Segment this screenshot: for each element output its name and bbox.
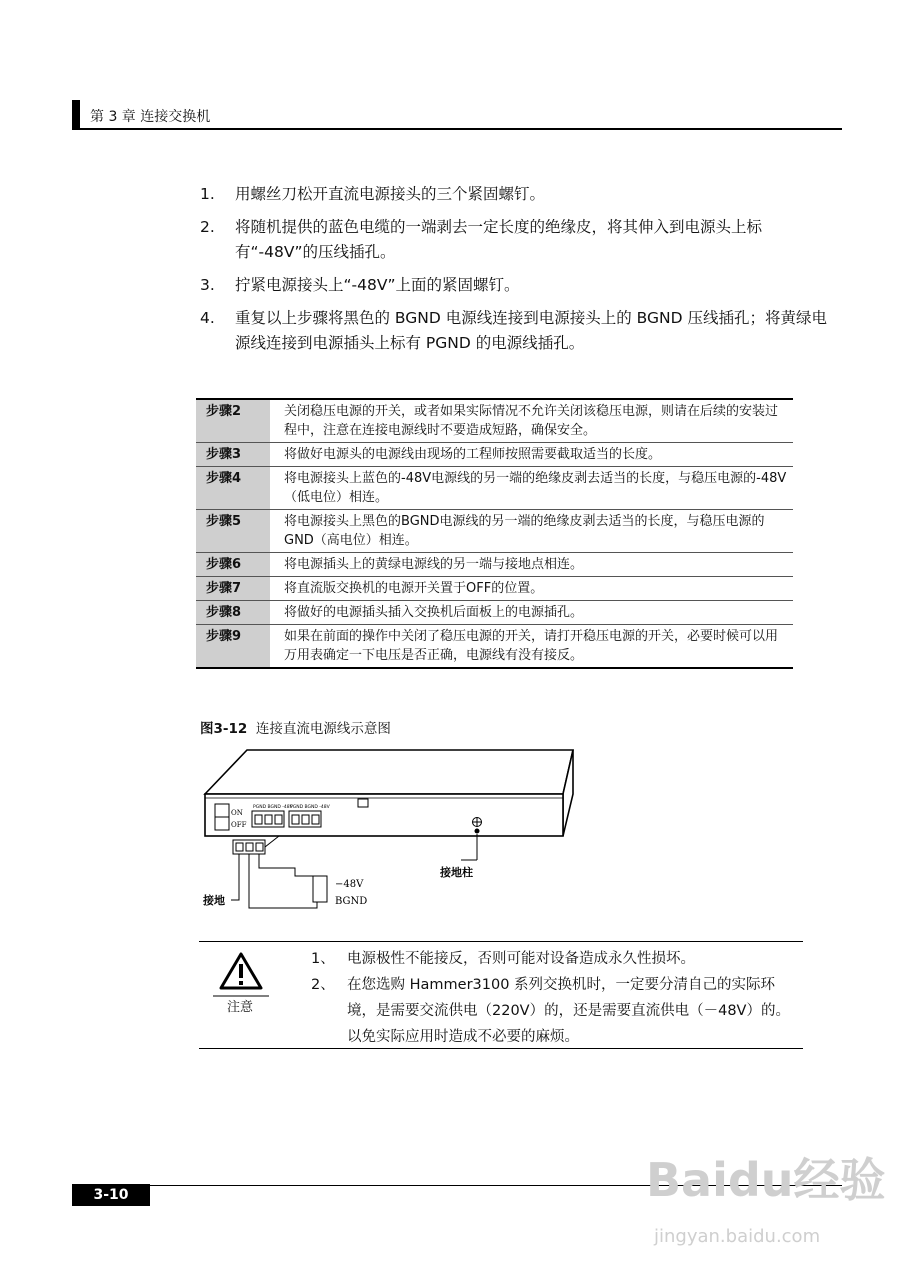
table-row: [196, 399, 793, 443]
bgnd-label: BGND: [335, 896, 368, 907]
figure-number: 图3-12: [200, 721, 248, 737]
procedure-table: [196, 398, 793, 669]
table-row: [196, 510, 793, 553]
ground-label: 接地: [203, 894, 225, 907]
watermark-url: jingyan.baidu.com: [654, 1226, 821, 1247]
list-item: [200, 273, 840, 298]
step-text: 拧紧电源接头上“-48V”上面的紧固螺钉。: [235, 276, 520, 294]
header-bar: [72, 100, 80, 128]
step-label: 步骤7: [196, 577, 270, 601]
step-number: 2.: [200, 218, 215, 236]
note-text: 电源极性不能接反，否则可能对设备造成永久性损坏。: [347, 951, 695, 967]
table-row: [196, 601, 793, 625]
step-description: 将电源接头上黑色的BGND电源线的另一端的绝缘皮剥去适当的长度，与稳压电源的GND（高电位）相连。: [270, 510, 793, 553]
step-description: 将电源接头上蓝色的-48V电源线的另一端的绝缘皮剥去适当的长度，与稳压电源的-48V（低电位）相连。: [270, 467, 793, 510]
step-label: 步骤9: [196, 625, 270, 669]
step-label: 步骤4: [196, 467, 270, 510]
figure-caption: [200, 717, 391, 737]
minus48v-label: −48V: [335, 879, 364, 890]
table-row: [196, 443, 793, 467]
note-number: 1、: [311, 951, 335, 967]
step-list: [200, 182, 840, 364]
power-connection-diagram: [195, 748, 585, 918]
list-item: [200, 182, 840, 207]
step-label: 步骤2: [196, 399, 270, 443]
caution-label: 注意: [227, 1000, 254, 1015]
table-row: [196, 553, 793, 577]
step-description: 如果在前面的操作中关闭了稳压电源的开关，请打开稳压电源的开关，必要时候可以用万用表确定一下电压是否正确，电源线有没有接反。: [270, 625, 793, 669]
terminal-label-left: PGND BGND -48V: [253, 805, 293, 810]
note-text: 在您选购 Hammer3100 系列交换机时，一定要分清自己的实际环境，是需要交流供电（220V）的，还是需要直流供电（－48V）的。以免实际应用时造成不必要的麻烦。: [347, 977, 790, 1045]
step-description: 将直流版交换机的电源开关置于OFF的位置。: [270, 577, 793, 601]
ground-post-nut: [475, 829, 480, 834]
step-description: 将做好的电源插头插入交换机后面板上的电源插孔。: [270, 601, 793, 625]
terminal-label-right: PGND BGND -48V: [290, 805, 330, 810]
switch-on-label: ON: [231, 809, 243, 817]
step-number: 3.: [200, 276, 215, 294]
step-label: 步骤6: [196, 553, 270, 577]
plug-arrow: [265, 836, 279, 847]
caution-list: [311, 946, 791, 1050]
power-plug: [233, 840, 265, 854]
step-text: 重复以上步骤将黑色的 BGND 电源线连接到电源接头上的 BGND 压线插孔；将黄绿电源线连接到电源插头上标有 PGND 的电源线插孔。: [235, 309, 828, 352]
step-number: 4.: [200, 309, 215, 327]
chapter-title: 第 3 章 连接交换机: [90, 109, 211, 125]
dc-power-supply: [313, 876, 327, 902]
step-number: 1.: [200, 185, 215, 203]
table-row: [196, 625, 793, 669]
step-label: 步骤8: [196, 601, 270, 625]
figure-title: 连接直流电源线示意图: [255, 721, 391, 737]
caution-note: [199, 941, 803, 1049]
list-item: [200, 306, 840, 356]
step-text: 用螺丝刀松开直流电源接头的三个紧固螺钉。: [235, 185, 546, 203]
step-description: 将电源插头上的黄绿电源线的另一端与接地点相连。: [270, 553, 793, 577]
step-description: 将做好电源头的电源线由现场的工程师按照需要截取适当的长度。: [270, 443, 793, 467]
table-row: [196, 467, 793, 510]
watermark-logo: Baidu经验: [646, 1153, 886, 1207]
header-rule: [72, 128, 842, 130]
chassis-top: [205, 750, 573, 794]
step-description: 关闭稳压电源的开关，或者如果实际情况不允许关闭该稳压电源，则请在后续的安装过程中，注意在连接电源线时不要造成短路，确保安全。: [270, 399, 793, 443]
switch-off-label: OFF: [231, 821, 247, 829]
step-label: 步骤5: [196, 510, 270, 553]
list-item: [311, 972, 791, 1050]
step-text: 将随机提供的蓝色电缆的一端剥去一定长度的绝缘皮，将其伸入到电源头上标有“-48V”的压线插孔。: [235, 218, 763, 261]
list-item: [200, 215, 840, 265]
minus48v-wire: [259, 854, 317, 880]
ground-post-label: 接地柱: [440, 866, 473, 879]
page-number: 3-10: [72, 1184, 150, 1206]
warning-icon: [213, 950, 269, 1000]
step-label: 步骤3: [196, 443, 270, 467]
table-row: [196, 577, 793, 601]
note-number: 2、: [311, 977, 335, 993]
ground-wire: [231, 854, 239, 900]
list-item: [311, 946, 791, 972]
